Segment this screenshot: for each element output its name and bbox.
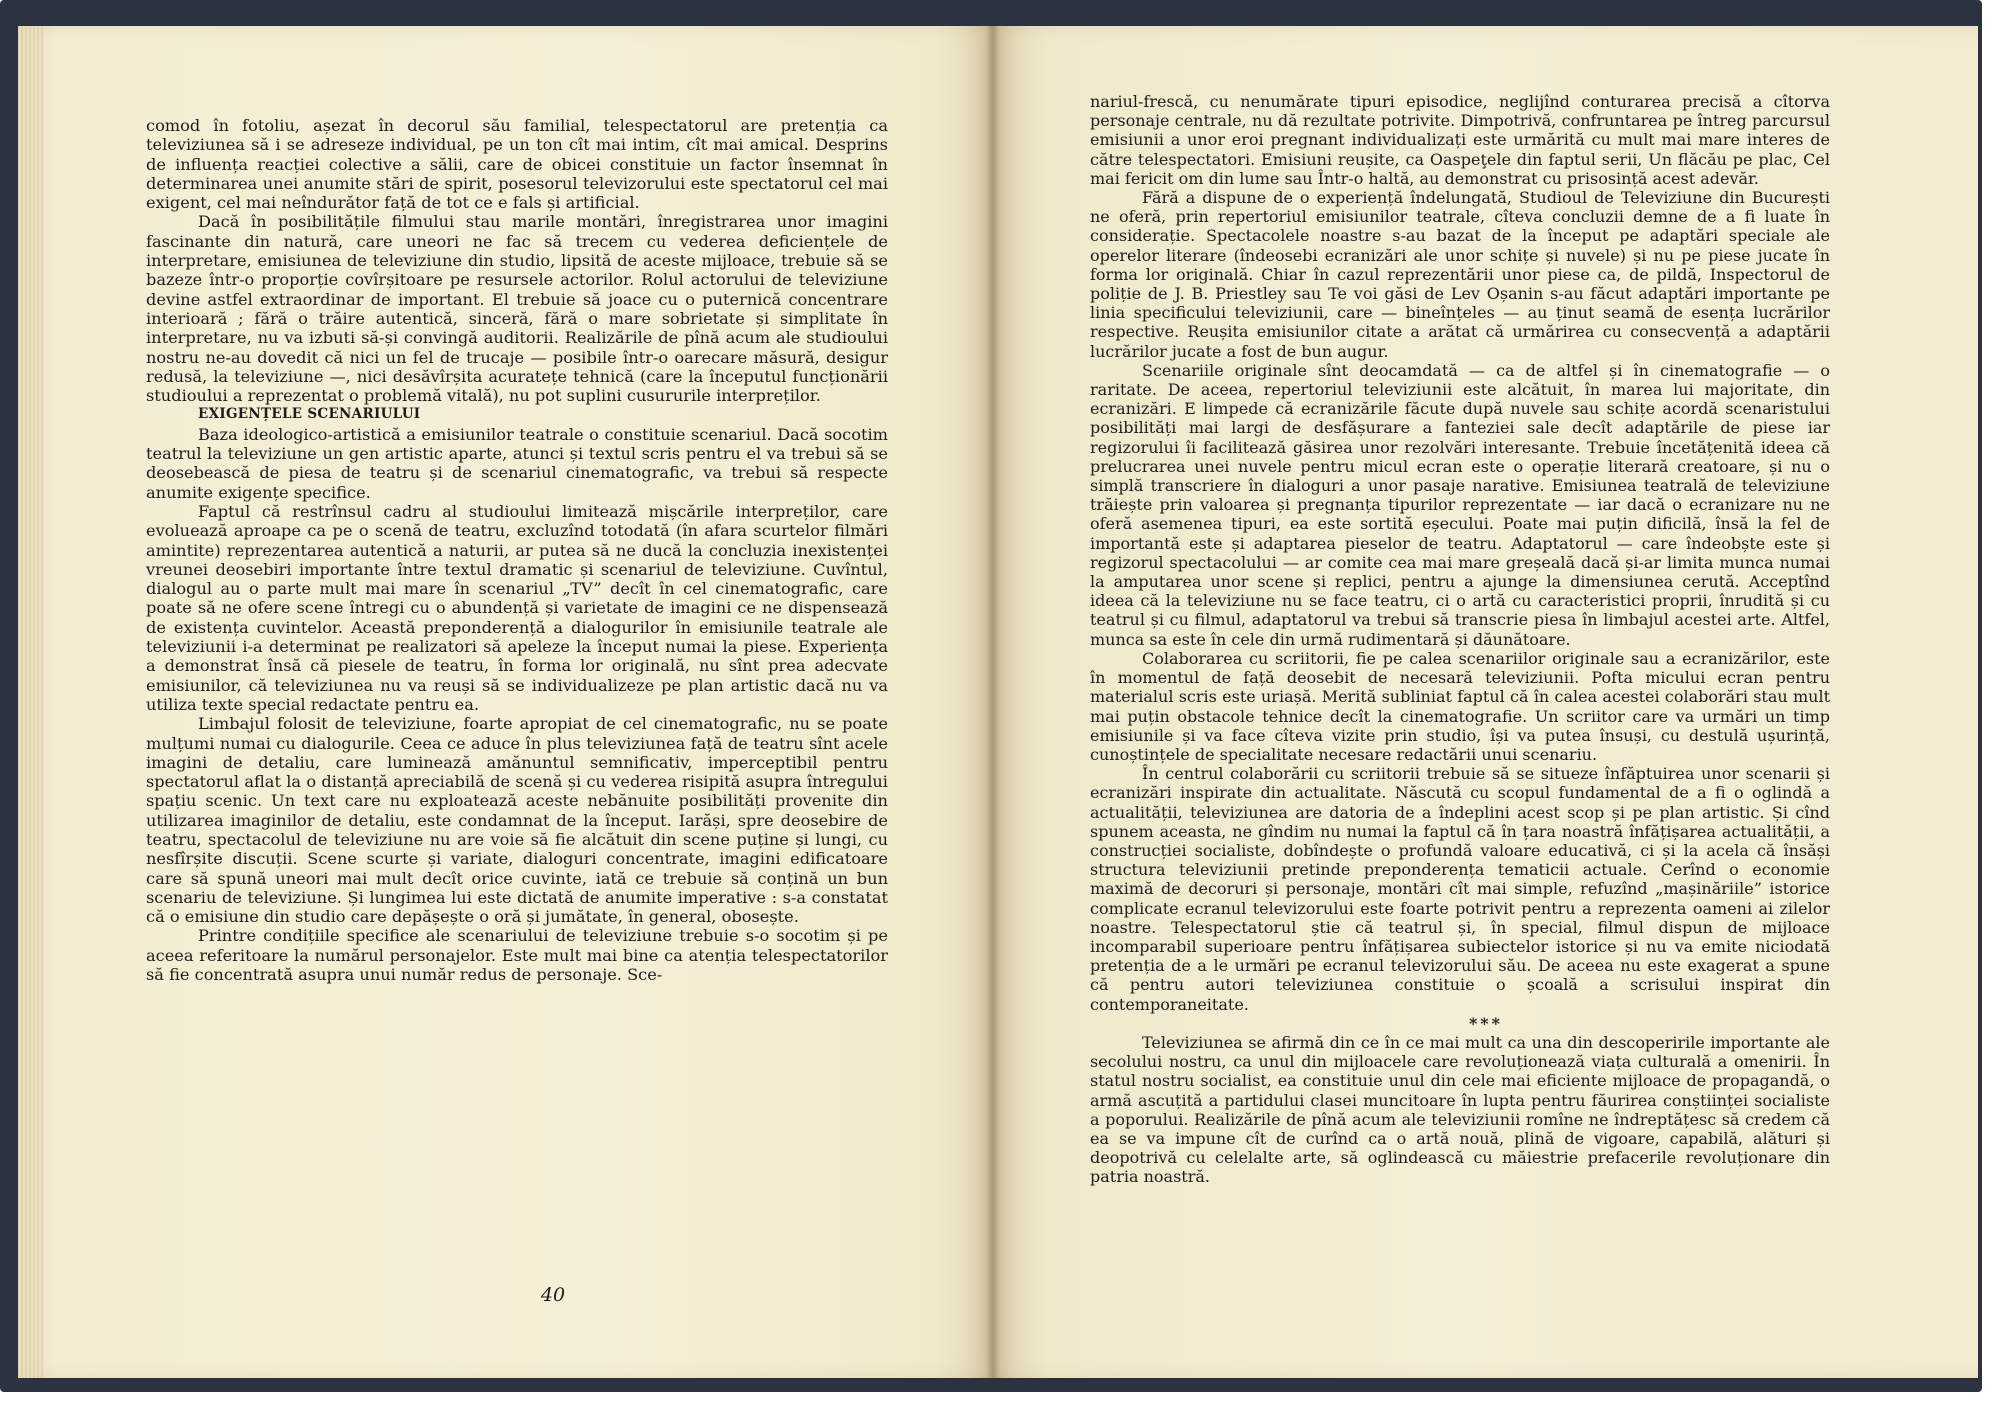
left-page <box>18 26 993 1378</box>
page-number: 40 <box>540 1284 566 1306</box>
page-shadow <box>30 1378 1980 1386</box>
section-heading: EXIGENȚELE SCENARIULUI <box>198 406 421 423</box>
paragraph: Printre condițiile specifice ale scenariului de televiziune trebuie s-o socotim și pe aceea referitoare la numărul personajelor. Este mult mai bine ca atenția telespectatorilor să fie concentrată asupra unui număr redus de personaje. Sce- <box>146 926 888 985</box>
paragraph: În centrul colaborării cu scriitorii trebuie să se situeze înfăptuirea unor scenarii și ecranizări inspirate din actualitate. Născută cu scopul fundamental de a fi o oglindă a actualității, televiziunea are datoria de a îndeplini acest scop și pe plan artistic. Și cînd spunem aceasta, ne gîndim nu numai la faptul că în țara noastră înfățișarea actualității, a construcției socialiste, dobîndește o profundă valoare educativă, ci și la acela că însăși structura televiziunii pretinde preponderența tematicii actuale. Cerînd o economie maximă de decoruri și personaje, montări cît mai simple, refuzînd „mașinăriile” istorice complicate ecranul televizorului este foarte potrivit pentru a reprezenta oameni ai zilelor noastre. Telespectatorul știe că teatrul și, în special, filmul dispun de mijloace incomparabil superioare pentru înfățișarea subiectelor istorice și nu va emite niciodată pretenția de a le urmări pe ecranul televizorului său. De aceea nu este exagerat a spune că pentru autori televiziunea constituie o școală a scrisului inspirat din contemporaneitate. <box>1090 764 1830 1014</box>
paragraph: Colaborarea cu scriitorii, fie pe calea scenariilor originale sau a ecranizărilor, este în momentul de față deosebit de necesară televiziunii. Pofta micului ecran pentru materialul scris este uriașă. Merită subliniat faptul că în calea acestei colaborări stau mult mai puțin obstacole tehnice decît la cinematografie. Un scriitor care va urmări un timp emisiunile și va face cîteva vizite prin studio, își va putea însuși, cu destulă ușurință, cunoștințele de specialitate necesare redactării unui scenariu. <box>1090 648 1830 764</box>
paragraph: Televiziunea se afirmă din ce în ce mai mult ca una din descoperirile importante ale secolului nostru, ca unul din mijloacele care revoluționează viața culturală a omenirii. În statul nostru socialist, ea constituie unul din cele mai eficiente mijloace de propagandă, o armă ascuțită a partidului clasei muncitoare în lupta pentru făurirea conștiinței socialiste a poporului. Realizările de pînă acum ale televiziunii romîne ne îndreptățesc să credem că ea se va impune cît de curînd ca o artă nouă, plină de vigoare, capabilă, alături și deopotrivă cu celelalte arte, să oglindească cu măiestrie prefacerile revoluționare din patria noastră. <box>1090 1032 1830 1187</box>
paragraph: Scenariile originale sînt deocamdată — ca de altfel și în cinematografie — o raritate. De aceea, repertoriul televiziunii este alcătuit, în marea lui majoritate, din ecranizări. E limpede că ecranizările făcute după nuvele sau schițe acordă scenaristului posibilități mai largi de desfășurare a fanteziei sale decît adaptările de piese iar regizorului îi facilitează găsirea unor rezolvări interesante. Trebuie încetățenită ideea că prelucrarea unei nuvele pentru micul ecran este o operație literară creatoare, și nu o simplă transcriere în dialoguri a unor pasaje narative. Emisiunea teatrală de televiziune trăiește prin valoarea și pregnanța tipurilor reprezentate — iar dacă o ecranizare nu ne oferă asemenea tipuri, ea este sortită eșecului. Poate mai puțin dificilă, însă la fel de importantă este și adaptarea pieselor de teatru. Adaptatorul — care îndeobște este și regizorul spectacolului — ar comite cea mai mare greșeală dacă și-ar limita munca numai la amputarea unor scene și replici, pentru a ajunge la dimensiunea cerută. Acceptînd ideea că la televiziune nu se face teatru, ci o artă cu caracteristici proprii, înrudită și cu teatrul și cu filmul, adaptatorul va trebui să transcrie piesa în limbajul acestei arte. Altfel, munca sa este în cele din urmă rudimentară și dăunătoare. <box>1090 360 1830 649</box>
left-page-text <box>146 116 888 984</box>
paragraph: Fără a dispune de o experiență îndelungată, Studioul de Televiziune din București ne oferă, prin repertoriul emisiunilor teatrale, cîteva concluzii demne de a fi luate în considerație. Spectacolele noastre s-au bazat de la început pe adaptări speciale ale operelor literare (îndeosebi ecranizări ale unor schițe și nuvele) și nu pe piese jucate în forma lor originală. Chiar în cazul reprezentării unor piese ca, de pildă, Inspectorul de poliție de J. B. Priestley sau Te voi găsi de Lev Oșanin s-au făcut adaptări importante pe linia specificului televiziunii, care — bineînțeles — au ținut seamă de esența lucrărilor respective. Reușita emisiunilor citate a arătat că urmărirea cu consecvență a adaptării lucrărilor jucate a fost de bun augur. <box>1090 188 1830 361</box>
book-gutter <box>986 26 1000 1378</box>
paragraph: nariul-frescă, cu nenumărate tipuri episodice, neglijînd conturarea precisă a cîtorva personaje centrale, nu dă rezultate potrivite. Dimpotrivă, confruntarea pe întreg parcursul emisiunii a unor eroi pregnant individualizați este urmărită cu mult mai mare interes de către telespectatori. Emisiuni reușite, ca Oaspeţele din faptul serii, Un flăcău pe plac, Cel mai fericit om din lume sau Într-o haltă, au demonstrat cu prisosință acest adevăr. <box>1090 92 1830 188</box>
right-page-text <box>1090 92 1830 1187</box>
paragraph: Limbajul folosit de televiziune, foarte apropiat de cel cinematografic, nu se poate mulțumi numai cu dialogurile. Ceea ce aduce în plus televiziunea față de teatru sînt acele imagini de detaliu, care luminează amănuntul semnificativ, imperceptibil pentru spectatorul aflat la o distanță apreciabilă de scenă și cu vederea risipită asupra întregului spațiu scenic. Un text care nu exploatează aceste nebănuite posibilități provenite din utilizarea imaginilor de detaliu, este condamnat de la început. Iarăși, spre deosebire de teatru, spectacolul de televiziune nu are voie să fie alcătuit din scene puține și lungi, cu nesfîrșite discuții. Scene scurte și variate, dialoguri concentrate, imagini edificatoare care să spună uneori mai mult decît orice cuvinte, iată ce trebuie să conțină un bun scenariu de televiziune. Și lungimea lui este dictată de anumite imperative : s-a constatat că o emisiune din studio care depășește o oră și jumătate, în general, obosește. <box>146 714 888 927</box>
paragraph: Dacă în posibilitățile filmului stau marile montări, înregistrarea unor imagini fascinante din natură, care uneori ne fac să trecem cu vederea deficiențele de interpretare, emisiunea de televiziune din studio, lipsită de aceste mijloace, trebuie să se bazeze într-o proporție covîrșitoare pe resursele actorilor. Rolul actorului de televiziune devine astfel extraordinar de important. El trebuie să joace cu o puternică concentrare interioară ; fără o trăire autentică, sinceră, fără o mare sobrietate și simplitate în interpretare, nu va izbuti să-și convingă auditorii. Realizările de pînă acum ale studioului nostru ne-au dovedit că nici un fel de trucaje — posibile într-o oarecare măsură, desigur redusă, la televiziune —, nici desăvîrșita acuratețe tehnică (care la începutul funcționării studioului a reprezentat o problemă vitală), nu pot suplini cusururile interpreților. <box>146 212 888 406</box>
paragraph: Faptul că restrînsul cadru al studioului limitează mișcările interpreților, care evoluează aproape ca pe o scenă de teatru, excluzînd totodată (în afara scurtelor filmări amintite) reprezentarea autentică a naturii, ar putea să ne ducă la concluzia inexistenței vreunei deosebiri importante între textul dramatic și scenariul de televiziune. Cuvîntul, dialogul au o parte mult mai mare în scenariul „TV” decît în cel cinematografic, care poate să ne ofere scene întregi cu o abundență și varietate de imagini ce ne dispensează de existența cuvintelor. Această preponderență a dialogurilor în emisiunile teatrale ale televiziunii i-a determinat pe realizatori să apeleze la început numai la piese. Experiența a demonstrat însă că piesele de teatru, în forma lor originală, nu sînt prea adecvate emisiunilor, că televiziunea nu va reuși să se individualizeze pe plan artistic dacă nu va utiliza texte special redactate pentru ea. <box>146 501 888 714</box>
paragraph: comod în fotoliu, așezat în decorul său familial, telespectatorul are pretenția ca televiziunea să i se adreseze individual, pe un ton cît mai intim, cît mai amical. Desprins de influența reacției colective a sălii, care de obicei constituie un factor însemnat în determinarea unei anumite stări de spirit, posesorul televizorului este spectatorul cel mai exigent, cel mai neîndurător față de tot ce e fals și artificial. <box>146 116 888 213</box>
book-spread <box>18 26 1978 1378</box>
paragraph: Baza ideologico-artistică a emisiunilor teatrale o constituie scenariul. Dacă socotim teatrul la televiziune un gen artistic aparte, atunci și textul scris pentru el va trebui să se deosebească de piesa de teatru și de scenariul cinematografic, va trebui să respecte anumite exigențe specifice. <box>146 424 888 502</box>
section-separator: *** <box>1468 1013 1504 1033</box>
